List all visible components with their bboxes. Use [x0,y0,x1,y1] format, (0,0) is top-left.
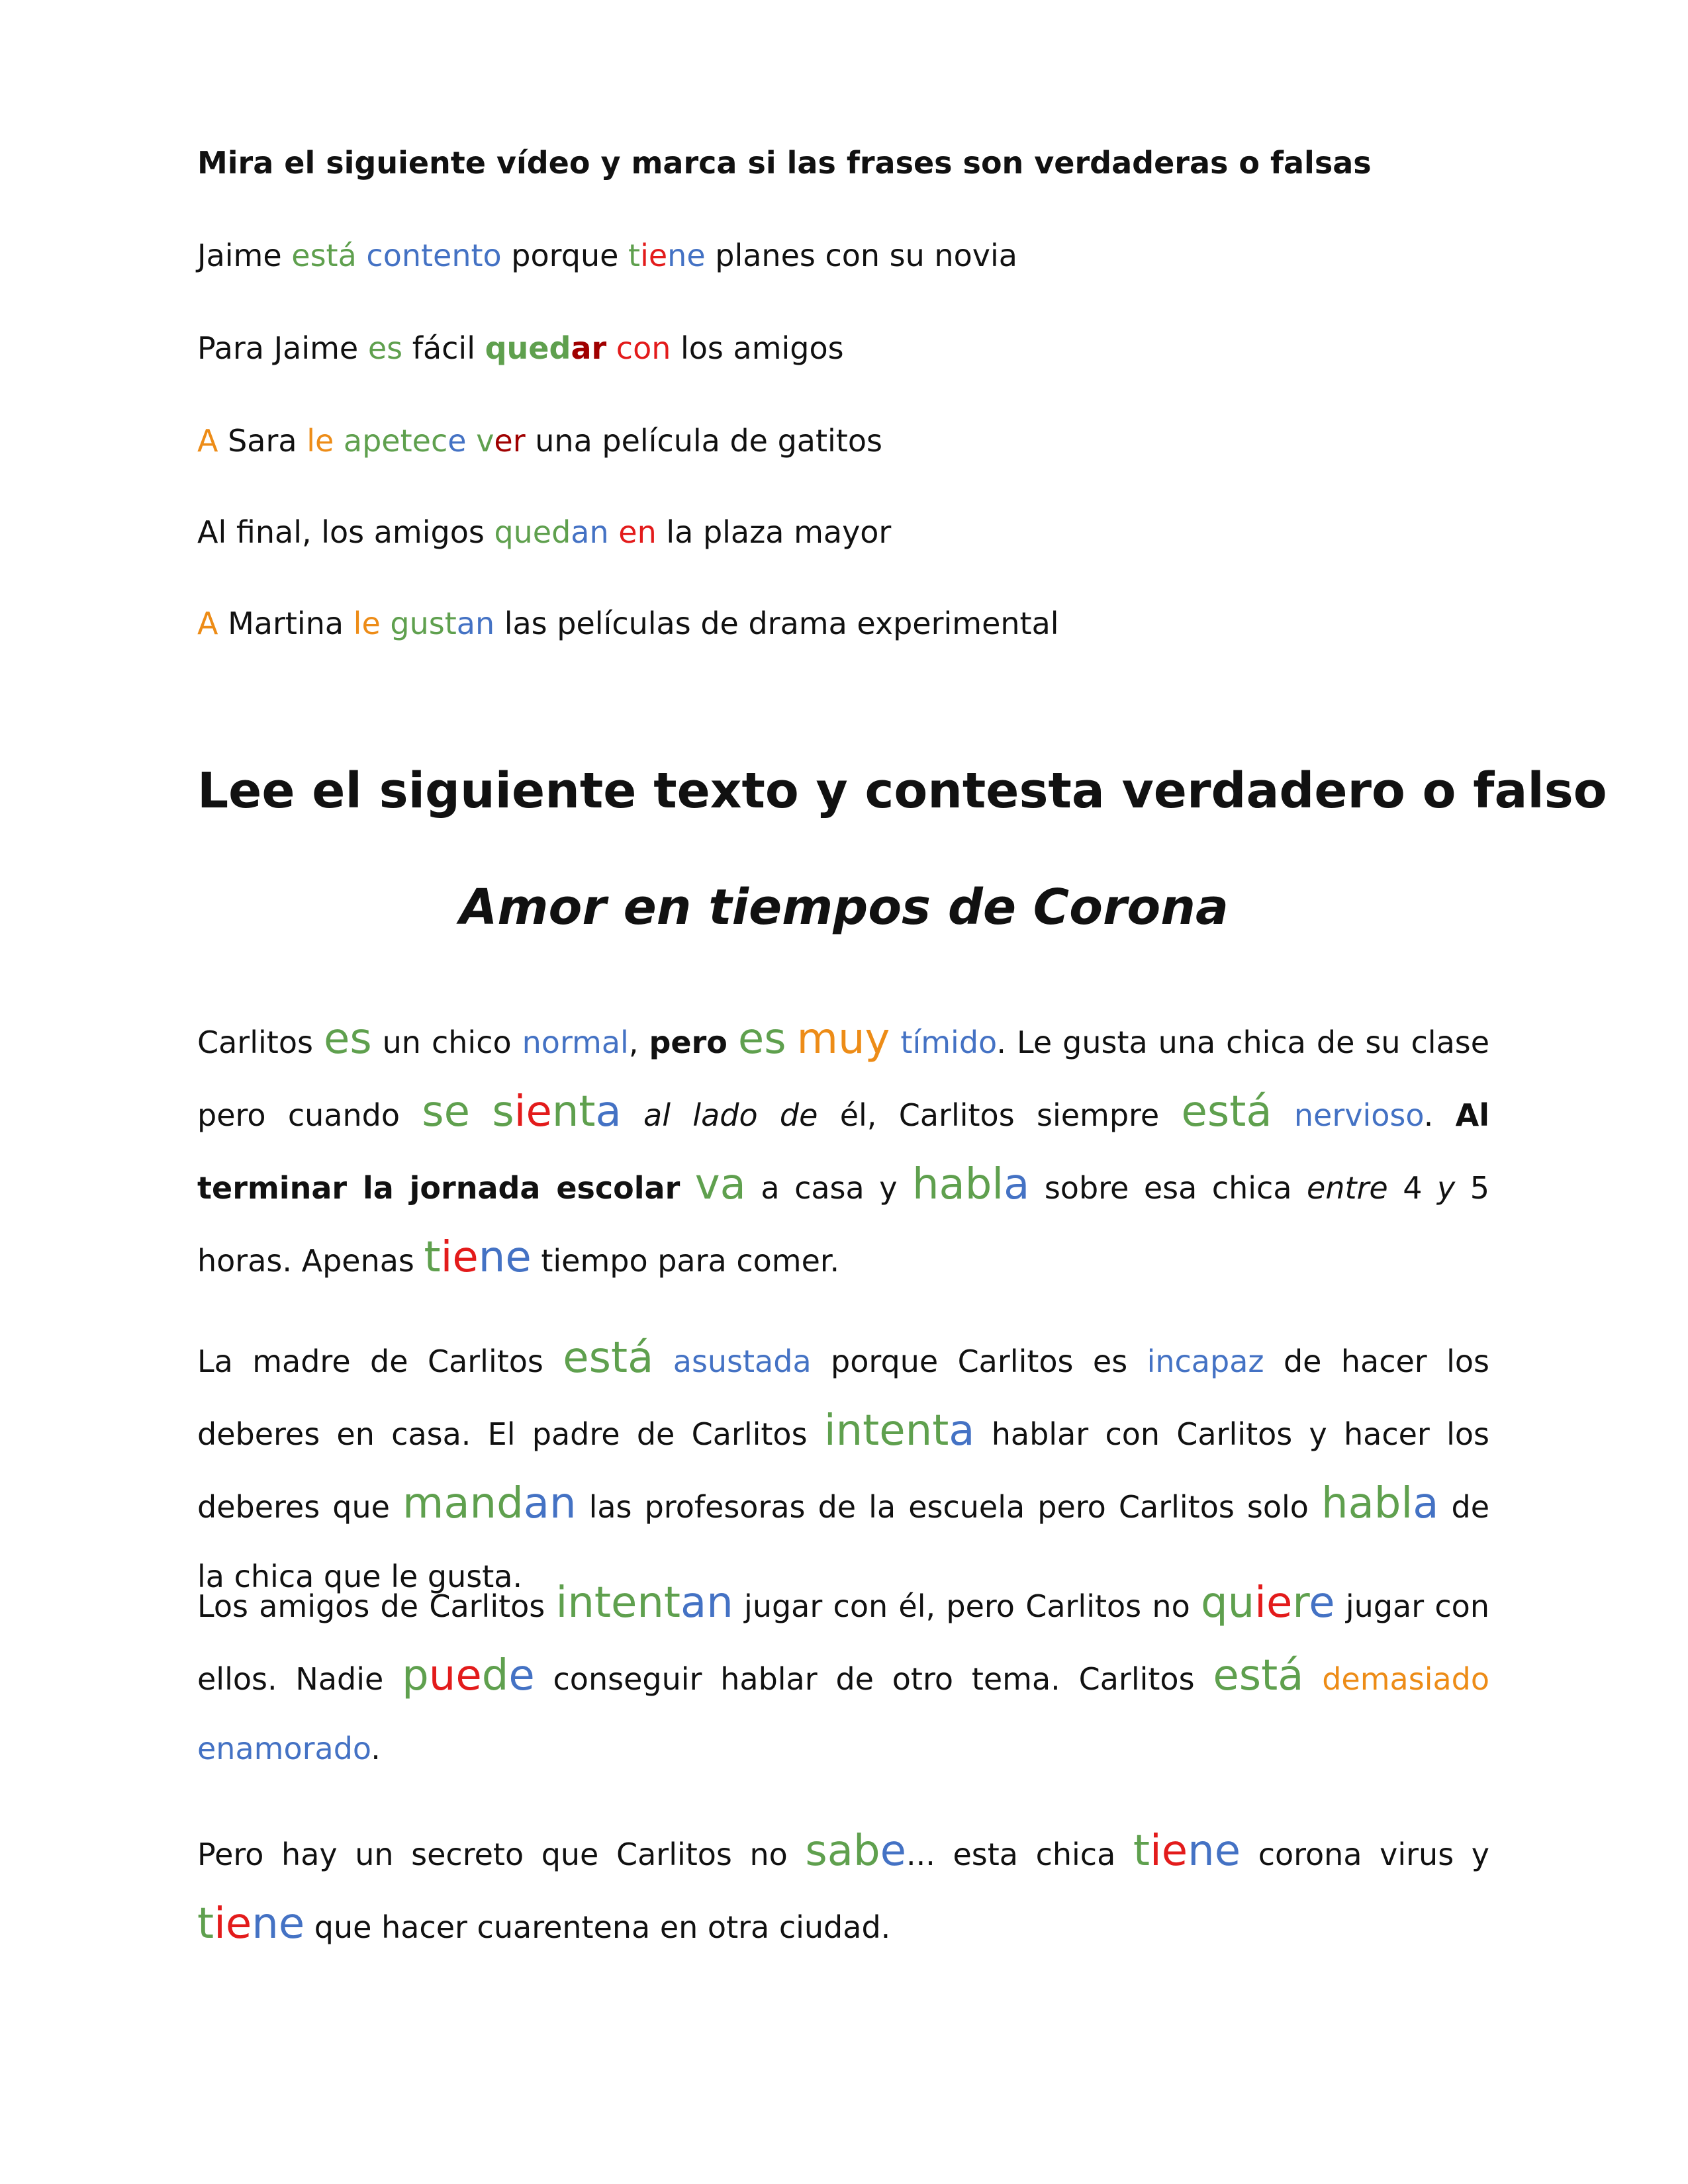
text-segment: ne [667,238,706,273]
text-segment: es [323,1015,372,1064]
text-segment: normal [522,1024,629,1060]
text-segment: qued [485,330,571,366]
text-segment: Pero hay un secreto que Carlitos no [197,1837,806,1872]
text-segment: gust [390,606,457,641]
statement-1 [197,236,1017,275]
text-segment: entre [1307,1170,1388,1206]
text-segment: le [353,606,381,641]
text-segment: una película de gatitos [525,423,882,459]
text-segment: an [680,1578,733,1627]
text-segment: jugar con ellos. Nadie [197,1588,1489,1697]
text-segment: al lado de [643,1097,818,1133]
text-segment: ... esta chica [906,1837,1133,1872]
text-segment: habl [912,1160,1004,1209]
text-segment [606,330,616,366]
text-segment: qu [1200,1578,1255,1627]
text-segment: 5 horas. Apenas [197,1170,1489,1279]
text-segment: ie [440,1233,479,1282]
text-segment: v [476,423,494,459]
text-segment: mand [402,1479,524,1528]
text-segment: se [422,1087,471,1136]
text-segment: con [616,330,671,366]
text-segment: an [523,1479,577,1528]
text-segment: e [1309,1578,1335,1627]
text-segment: . [371,1731,381,1766]
statement-3 [197,421,882,461]
story-paragraph-1 [197,1005,1489,1296]
text-segment: es [737,1015,786,1064]
text-segment: nt [551,1087,596,1136]
text-segment: La madre de Carlitos [197,1343,563,1379]
text-segment [727,1024,738,1060]
text-segment: t [197,1899,214,1948]
text-segment: él, Carlitos siempre [818,1097,1182,1133]
text-segment: an [571,514,609,550]
text-segment: ie [1254,1578,1293,1627]
text-segment: es [367,330,403,366]
instruction-video: Mira el siguiente vídeo y marca si las frases son verdaderas o falsas [197,145,1372,181]
text-segment: y [1437,1170,1456,1206]
text-segment: un chico [371,1024,522,1060]
text-segment: incapaz [1147,1343,1264,1379]
text-segment: . Le gusta una chica de su clase pero cuando [197,1024,1490,1133]
text-segment [622,1097,643,1133]
text-segment: demasiado [1322,1661,1490,1697]
text-segment: conseguir hablar de otro tema. Carlitos [534,1661,1213,1697]
text-segment: enamorado [197,1731,371,1766]
text-segment: s [492,1087,514,1136]
text-segment [467,423,477,459]
text-segment [357,238,367,273]
text-segment: sab [805,1827,880,1876]
text-segment: e [880,1827,906,1876]
text-segment: Sara [218,423,307,459]
text-segment [381,606,391,641]
text-segment: er [494,423,526,459]
text-segment: Martina [218,606,353,641]
text-segment: ar [571,330,607,366]
text-segment: t [1133,1827,1150,1876]
text-segment: Carlitos [197,1024,324,1060]
text-segment: ne [252,1899,305,1948]
text-segment: intent [555,1578,680,1627]
text-segment: a [1413,1479,1439,1528]
text-segment: sobre esa chica [1029,1170,1307,1206]
text-segment: hablar con Carlitos y hacer los deberes que [197,1416,1489,1525]
text-segment [786,1024,797,1060]
text-segment: muy [796,1015,890,1064]
text-segment: e [447,423,467,459]
story-paragraph-4 [197,1817,1489,1962]
text-segment: p [402,1651,429,1700]
text-segment: intent [823,1406,949,1455]
text-segment: ie [640,238,668,273]
story-title: Amor en tiempos de Corona [459,879,1229,936]
text-segment: nervioso [1293,1097,1424,1133]
section-heading: Lee el siguiente texto y contesta verdadero o falso [197,762,1607,819]
text-segment: Al terminar la jornada escolar [197,1097,1490,1206]
text-segment [1272,1097,1294,1133]
text-segment: t [628,238,641,273]
text-segment: de hacer los deberes en casa. El padre de Carlitos [197,1343,1490,1452]
text-segment: Los amigos de Carlitos [197,1588,556,1624]
text-segment: contento [366,238,502,273]
text-segment: ue [428,1651,482,1700]
text-segment: Para Jaime [197,330,368,366]
text-segment [680,1170,695,1206]
text-segment [1303,1661,1322,1697]
text-segment: porque [501,238,629,273]
text-segment: ne [1188,1827,1241,1876]
text-segment: , [628,1024,649,1060]
text-segment: fácil [402,330,485,366]
text-segment: está [1213,1651,1304,1700]
text-segment: qued [494,514,571,550]
text-segment: t [424,1233,441,1282]
text-segment: ne [478,1233,532,1282]
text-segment: va [694,1160,746,1209]
text-segment: Jaime [197,238,292,273]
text-segment: planes con su novia [705,238,1017,273]
text-segment: le [306,423,334,459]
text-segment: a [1004,1160,1030,1209]
text-segment: los amigos [671,330,844,366]
text-segment: las profesoras de la escuela pero Carlitos solo [576,1489,1322,1525]
text-segment [470,1097,492,1133]
text-segment: r [1292,1578,1309,1627]
text-segment: an [456,606,495,641]
text-segment: a casa y [745,1170,912,1206]
statement-5 [197,604,1059,643]
text-segment: pero [649,1024,727,1060]
text-segment: tiempo para comer. [531,1243,840,1279]
text-segment: la plaza mayor [656,514,892,550]
text-segment: Al final, los amigos [197,514,494,550]
text-segment: de la chica que le gusta. [197,1489,1489,1594]
text-segment: ie [514,1087,552,1136]
text-segment: e [508,1651,535,1700]
text-segment: 4 [1387,1170,1437,1206]
statement-2 [197,328,844,368]
text-segment: asustada [673,1343,812,1379]
text-segment: está [1181,1087,1272,1136]
text-segment: en [618,514,657,550]
story-paragraph-3 [197,1569,1489,1784]
text-segment: habl [1321,1479,1413,1528]
statement-4 [197,512,891,552]
text-segment [890,1024,900,1060]
text-segment: está [291,238,357,273]
text-segment: ie [214,1899,252,1948]
text-segment [334,423,344,459]
text-segment: apetec [343,423,448,459]
text-segment: a [949,1406,975,1455]
text-segment: d [481,1651,509,1700]
text-segment [609,514,619,550]
text-segment: a [595,1087,622,1136]
text-segment: A [197,606,218,641]
text-segment: ie [1149,1827,1188,1876]
text-segment: jugar con él, pero Carlitos no [733,1588,1201,1624]
text-segment: que hacer cuarentena en otra ciudad. [305,1909,891,1945]
text-segment: porque Carlitos es [811,1343,1147,1379]
text-segment [653,1343,673,1379]
text-segment: las películas de drama experimental [494,606,1059,641]
text-segment: está [563,1334,654,1383]
text-segment: . [1423,1097,1456,1133]
text-segment: A [197,423,218,459]
text-segment: corona virus y [1241,1837,1489,1872]
text-segment: tímido [900,1024,997,1060]
